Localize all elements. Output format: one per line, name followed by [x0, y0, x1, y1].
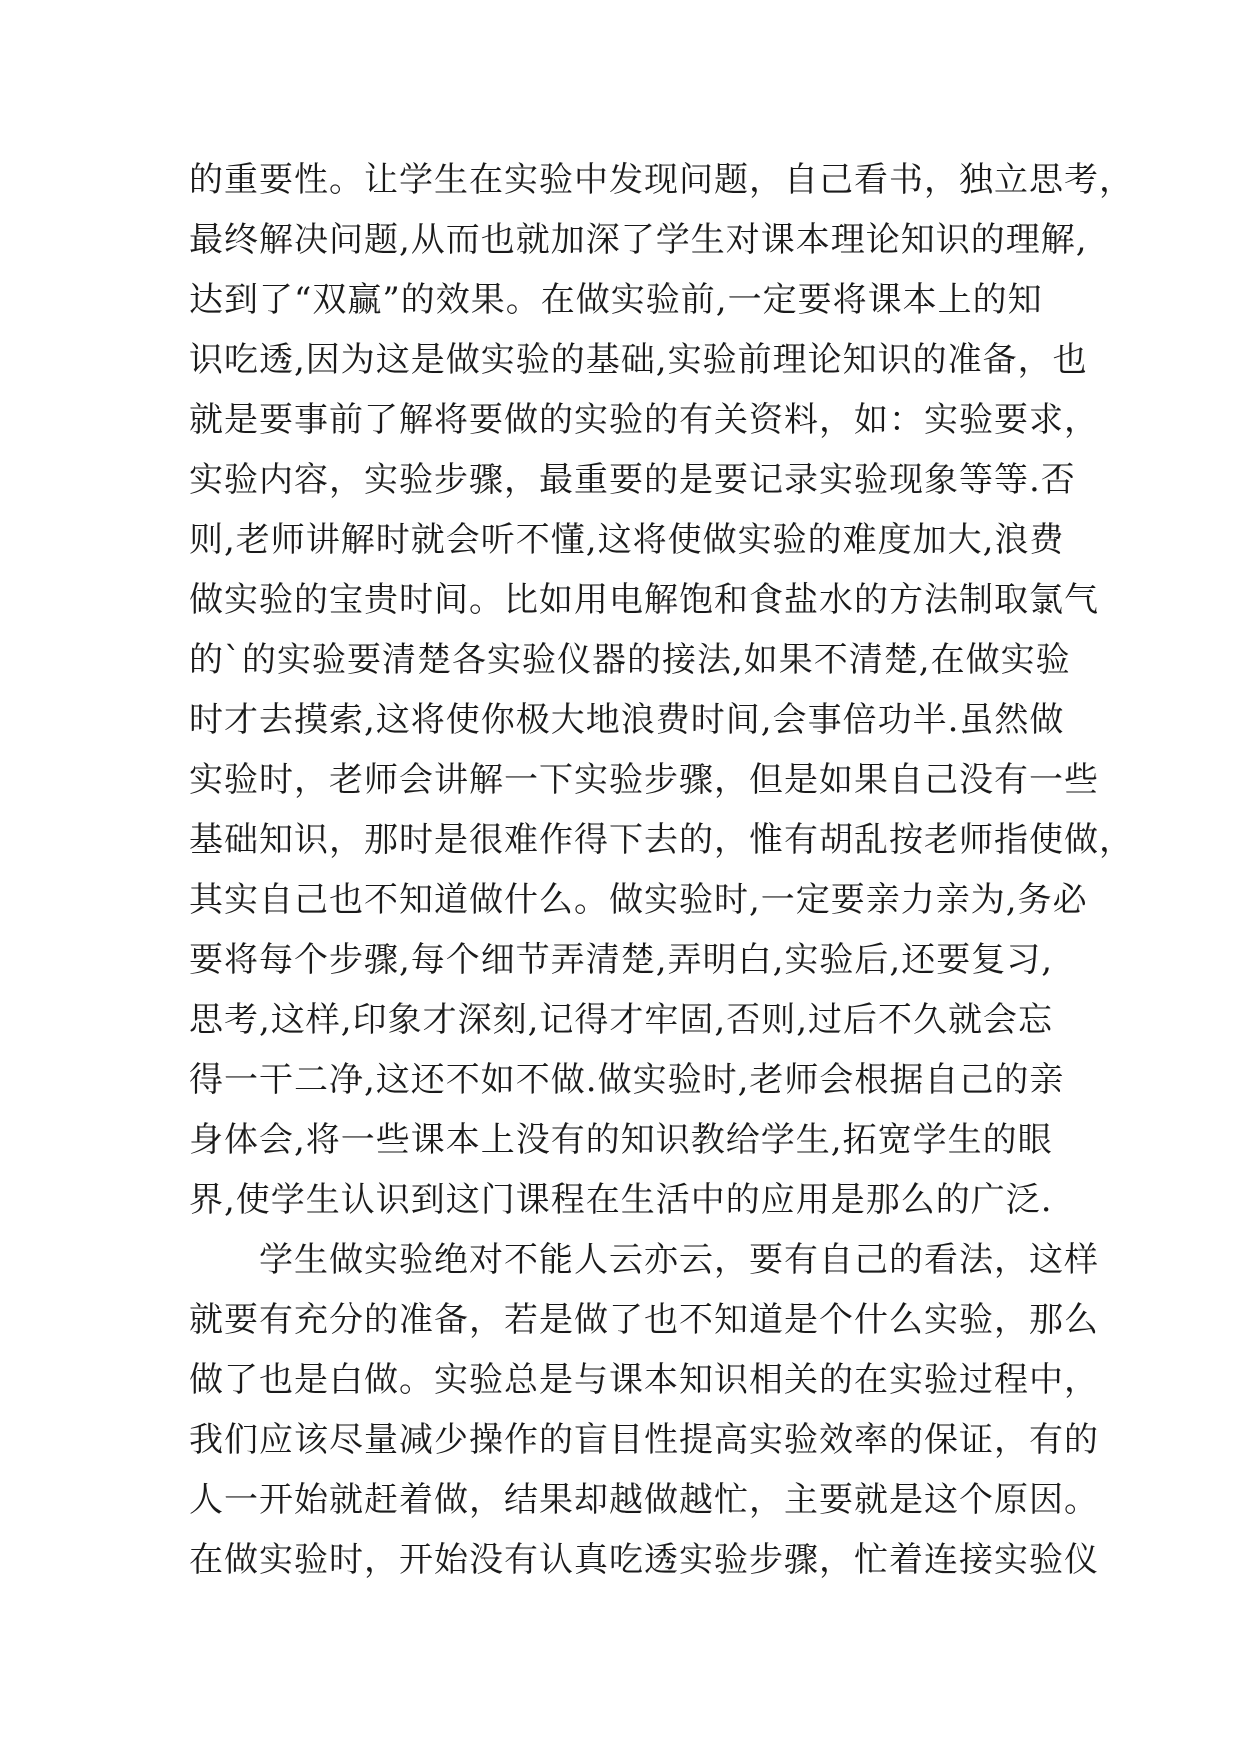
- text-line: 实验时，老师会讲解一下实验步骤，但是如果自己没有一些: [189, 760, 1099, 800]
- text-line: 我们应该尽量减少操作的盲目性提高实验效率的保证，有的: [189, 1420, 1099, 1460]
- text-line: 最终解决问题,从而也就加深了学生对课本理论知识的理解,: [189, 220, 1088, 260]
- text-line: 就是要事前了解将要做的实验的有关资料，如：实验要求，: [189, 400, 1099, 440]
- text-line: 做了也是白做。实验总是与课本知识相关的在实验过程中，: [189, 1360, 1099, 1400]
- text-line: 做实验的宝贵时间。比如用电解饱和食盐水的方法制取氯气: [189, 580, 1099, 620]
- text-line: 人一开始就赶着做，结果却越做越忙，主要就是这个原因。: [189, 1480, 1099, 1520]
- text-line: 就要有充分的准备，若是做了也不知道是个什么实验，那么: [189, 1300, 1099, 1340]
- text-line: 的重要性。让学生在实验中发现问题，自己看书，独立思考，: [189, 160, 1134, 200]
- text-line: 时才去摸索,这将使你极大地浪费时间,会事倍功半.虽然做: [189, 700, 1065, 740]
- text-line: 要将每个步骤,每个细节弄清楚,弄明白,实验后,还要复习,: [189, 940, 1054, 980]
- text-line: 识吃透,因为这是做实验的基础,实验前理论知识的准备，也: [189, 340, 1088, 380]
- text-line: 身体会,将一些课本上没有的知识教给学生,拓宽学生的眼: [189, 1120, 1053, 1160]
- text-line: 实验内容，实验步骤，最重要的是要记录实验现象等等.否: [189, 460, 1076, 500]
- text-line: 得一干二净,这还不如不做.做实验时,老师会根据自己的亲: [189, 1060, 1065, 1100]
- text-line: 则,老师讲解时就会听不懂,这将使做实验的难度加大,浪费: [189, 520, 1065, 560]
- text-line: 达到了“双赢”的效果。在做实验前,一定要将课本上的知: [189, 280, 1043, 320]
- text-line: 的`的实验要清楚各实验仪器的接法,如果不清楚,在做实验: [189, 640, 1071, 680]
- body-text: [189, 150, 1134, 1590]
- text-line: 思考,这样,印象才深刻,记得才牢固,否则,过后不久就会忘: [189, 1000, 1054, 1040]
- text-line: 其实自己也不知道做什么。做实验时,一定要亲力亲为,务必: [189, 880, 1088, 920]
- paragraph-start-line: 学生做实验绝对不能人云亦云，要有自己的看法，这样: [189, 1240, 1099, 1280]
- text-line: 在做实验时，开始没有认真吃透实验步骤，忙着连接实验仪: [189, 1540, 1099, 1580]
- text-line: 界,使学生认识到这门课程在生活中的应用是那么的广泛.: [189, 1180, 1053, 1220]
- text-line: 基础知识，那时是很难作得下去的，惟有胡乱按老师指使做，: [189, 820, 1134, 860]
